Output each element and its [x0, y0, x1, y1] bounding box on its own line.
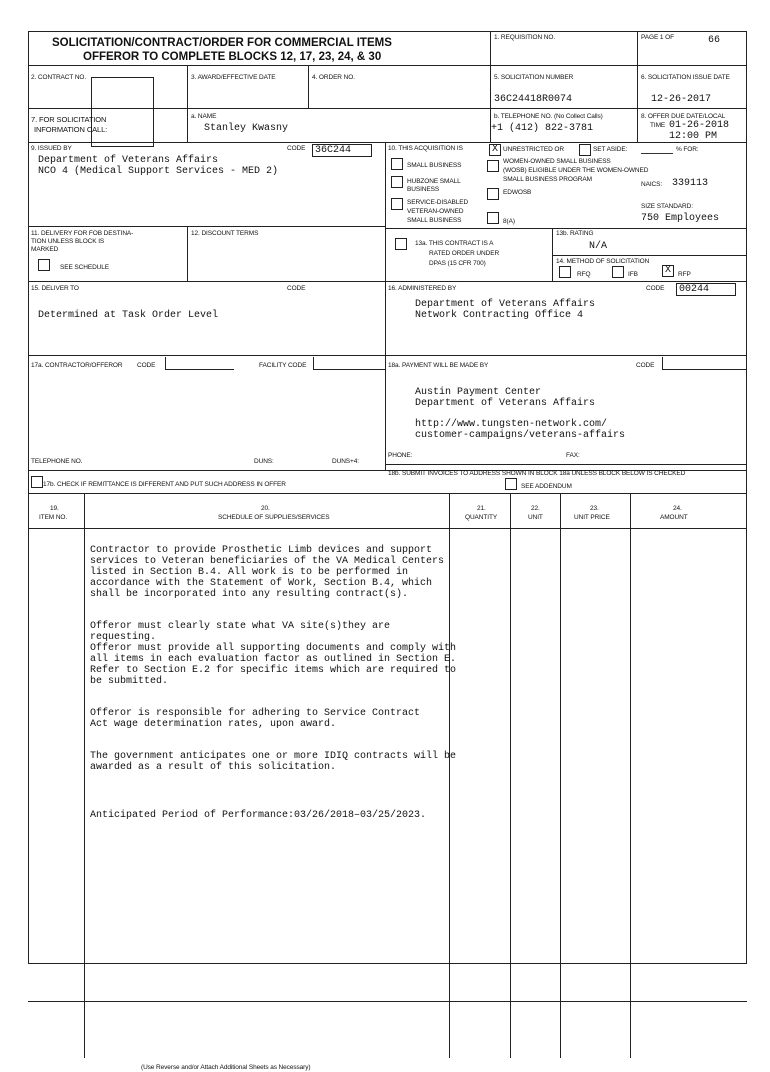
info-call-label: INFORMATION CALL:: [34, 125, 108, 134]
sdvosb-label2: VETERAN-OWNED: [407, 208, 464, 215]
rated-order-label2: RATED ORDER UNDER: [429, 250, 500, 257]
hubzone-checkbox[interactable]: [391, 176, 403, 188]
contractor-code-label: CODE: [137, 362, 156, 369]
ifb-label: IFB: [628, 271, 638, 278]
rated-order-checkbox[interactable]: [395, 238, 407, 250]
payment-fax-label: FAX:: [566, 452, 580, 459]
issued-by-code: 36C244: [312, 144, 372, 157]
col21-num: 21.: [477, 505, 486, 512]
edwosb-label: EDWOSB: [503, 189, 532, 196]
duns-label: DUNS:: [254, 458, 274, 465]
rating-value: N/A: [589, 241, 608, 252]
acquisition-label: 10. THIS ACQUISITION IS: [388, 145, 463, 152]
admin-line1: Department of Veterans Affairs: [415, 299, 596, 310]
submit-invoices-label: 18b. SUBMIT INVOICES TO ADDRESS SHOWN IN BLOCK 18a UNLESS BLOCK BELOW IS CHECKED: [388, 470, 686, 477]
admin-line2: Network Contracting Office 4: [415, 310, 584, 321]
contact-name: Stanley Kwasny: [204, 123, 289, 134]
rating-label: 13b. RATING: [556, 230, 594, 237]
unrestricted-label: UNRESTRICTED OR: [503, 146, 564, 153]
set-aside-checkbox[interactable]: [579, 144, 591, 156]
deliver-to: Determined at Task Order Level: [38, 310, 219, 321]
col22-num: 22.: [531, 505, 540, 512]
telephone-no-label: TELEPHONE NO.: [31, 458, 83, 465]
small-business-checkbox[interactable]: [391, 158, 403, 170]
use-reverse-note: (Use Reverse and/or Attach Additional Sheets as Necessary): [141, 1064, 311, 1071]
col23-header: UNIT PRICE: [574, 514, 610, 521]
set-aside-label: SET ASIDE:: [593, 146, 628, 153]
for-solicitation-label: 7. FOR SOLICITATION: [31, 115, 107, 124]
page-total: 66: [708, 35, 721, 46]
col24-header: AMOUNT: [660, 514, 688, 521]
naics-code: 339113: [672, 178, 709, 189]
rfp-label: RFP: [678, 271, 691, 278]
hubzone-label2: BUSINESS: [407, 186, 440, 193]
deliver-to-code-label: CODE: [287, 285, 306, 292]
rated-order-label3: DPAS (15 CFR 700): [429, 260, 486, 267]
payment-line1: Austin Payment Center: [415, 387, 542, 398]
issued-by-label: 9. ISSUED BY: [31, 145, 72, 152]
contract-no-label: 2. CONTRACT NO.: [31, 74, 87, 81]
issuer-line1: Department of Veterans Affairs: [38, 155, 219, 166]
remittance-label: 17b. CHECK IF REMITTANCE IS DIFFERENT AND PUT SUCH ADDRESS IN OFFER: [43, 481, 286, 488]
wosb-label3: SMALL BUSINESS PROGRAM: [503, 176, 592, 183]
page-label: PAGE 1 OF: [641, 34, 674, 41]
delivery-label3: MARKED: [31, 246, 59, 253]
admin-code: 00244: [676, 283, 736, 296]
size-standard: 750 Employees: [641, 213, 720, 224]
eight-a-checkbox[interactable]: [487, 212, 499, 224]
duns4-label: DUNS+4:: [332, 458, 359, 465]
unrestricted-checkbox[interactable]: X: [489, 144, 501, 156]
col19-num: 19.: [50, 505, 59, 512]
sdvosb-label3: SMALL BUSINESS: [407, 217, 462, 224]
col22-header: UNIT: [528, 514, 543, 521]
issue-date-label: 6. SOLICITATION ISSUE DATE: [641, 74, 730, 81]
order-no-label: 4. ORDER NO.: [312, 74, 355, 81]
rated-order-label: 13a. THIS CONTRACT IS A: [415, 240, 494, 247]
wosb-label2: (WOSB) ELIGIBLE UNDER THE WOMEN-OWNED: [503, 167, 649, 174]
col24-num: 24.: [673, 505, 682, 512]
delivery-label: 11. DELIVERY FOR FOB DESTINA-: [31, 230, 134, 237]
rfq-label: RFQ: [577, 271, 591, 278]
hubzone-label: HUBZONE SMALL: [407, 178, 461, 185]
see-schedule-label: SEE SCHEDULE: [60, 264, 110, 271]
issuer-line2: NCO 4 (Medical Support Services - MED 2): [38, 166, 279, 177]
form-title-line1: SOLICITATION/CONTRACT/ORDER FOR COMMERCIAL ITEMS: [52, 37, 392, 49]
payment-phone-label: PHONE:: [388, 452, 413, 459]
see-addendum-checkbox[interactable]: [505, 478, 517, 490]
description-para1: Contractor to provide Prosthetic Limb devices and support services to Veteran beneficiaries of the VA Medical Centers listed in Section B.4. All work is to be performed in accordance with the Statement of Work, Section B.4, which shall be incorporated into any resulting contract(s).: [90, 545, 445, 600]
contract-no-field[interactable]: [91, 77, 154, 147]
administered-by-label: 16. ADMINISTERED BY: [388, 285, 457, 292]
eight-a-label: 8(A): [503, 218, 515, 225]
payment-label: 18a. PAYMENT WILL BE MADE BY: [388, 362, 489, 369]
name-label: a. NAME: [191, 113, 217, 120]
col21-header: QUANTITY: [465, 514, 498, 521]
payment-line2: Department of Veterans Affairs: [415, 398, 596, 409]
description-para3: Offeror is responsible for adhering to Service Contract Act wage determination rates, upon award.: [90, 708, 421, 730]
issue-date: 12-26-2017: [651, 94, 712, 105]
form-title-line2: OFFEROR TO COMPLETE BLOCKS 12, 17, 23, 24, & 30: [83, 51, 382, 63]
schedule-description: [90, 534, 460, 842]
payment-url-line2[interactable]: customer-campaigns/veterans-affairs: [415, 430, 626, 441]
admin-code-label: CODE: [646, 285, 665, 292]
telephone-label: b. TELEPHONE NO. (No Collect Calls): [494, 113, 603, 120]
col20-header: SCHEDULE OF SUPPLIES/SERVICES: [218, 514, 330, 521]
facility-code-label: FACILITY CODE: [259, 362, 307, 369]
wosb-label: WOMEN-OWNED SMALL BUSINESS: [503, 158, 611, 165]
see-schedule-checkbox[interactable]: [38, 259, 50, 271]
offer-due-time: 12:00 PM: [669, 131, 718, 142]
offer-due-time-label: TIME: [650, 122, 666, 129]
contractor-label: 17a. CONTRACTOR/OFFEROR: [31, 362, 123, 369]
col20-num: 20.: [261, 505, 270, 512]
sdvosb-checkbox[interactable]: [391, 198, 403, 210]
solicitation-number: 36C24418R0074: [494, 94, 573, 105]
discount-terms-label: 12. DISCOUNT TERMS: [191, 230, 259, 237]
requisition-label: 1. REQUISITION NO.: [494, 34, 556, 41]
award-date-label: 3. AWARD/EFFECTIVE DATE: [191, 74, 276, 81]
delivery-label2: TION UNLESS BLOCK IS: [31, 238, 105, 245]
payment-code-field[interactable]: [662, 357, 747, 370]
pct-for-label: % FOR:: [676, 146, 699, 153]
offer-due-date: 01-26-2018: [669, 120, 730, 131]
facility-code-field[interactable]: [313, 357, 385, 370]
wosb-checkbox[interactable]: [487, 160, 499, 172]
offer-due-label: 8. OFFER DUE DATE/LOCAL: [641, 113, 726, 120]
col19-header: ITEM NO.: [39, 514, 68, 521]
contractor-code-field[interactable]: [165, 357, 234, 370]
issued-by-code-label: CODE: [287, 145, 306, 152]
description-para2: Offeror must clearly state what VA site(s)they are requesting. Offeror must provide all supporting documents and comply with all items in each evaluation factor as outlined in Section E. Refer to Section E.2 for specific items which are required to be submitted.: [90, 621, 457, 687]
payment-url-line1[interactable]: http://www.tungsten-network.com/: [415, 419, 608, 430]
sdvosb-label: SERVICE-DISABLED: [407, 199, 469, 206]
description-para5: Anticipated Period of Performance:03/26/2018–03/25/2023.: [90, 810, 427, 821]
solicitation-no-label: 5. SOLICITATION NUMBER: [494, 74, 574, 81]
small-business-label: SMALL BUSINESS: [407, 162, 462, 169]
remittance-checkbox[interactable]: [31, 476, 43, 488]
edwosb-checkbox[interactable]: [487, 188, 499, 200]
method-label: 14. METHOD OF SOLICITATION: [556, 258, 650, 265]
deliver-to-label: 15. DELIVER TO: [31, 285, 79, 292]
rfq-checkbox[interactable]: [559, 266, 571, 278]
payment-code-label: CODE: [636, 362, 655, 369]
contact-phone: +1 (412) 822-3781: [491, 123, 594, 134]
rfp-checkbox[interactable]: X: [662, 265, 674, 277]
size-standard-label: SIZE STANDARD:: [641, 203, 693, 210]
see-addendum-label: SEE ADDENDUM: [521, 483, 572, 490]
description-para4: The government anticipates one or more IDIQ contracts will be awarded as a result of this solicitation.: [90, 751, 457, 773]
naics-label: NAICS:: [641, 181, 663, 188]
ifb-checkbox[interactable]: [612, 266, 624, 278]
col23-num: 23.: [590, 505, 599, 512]
